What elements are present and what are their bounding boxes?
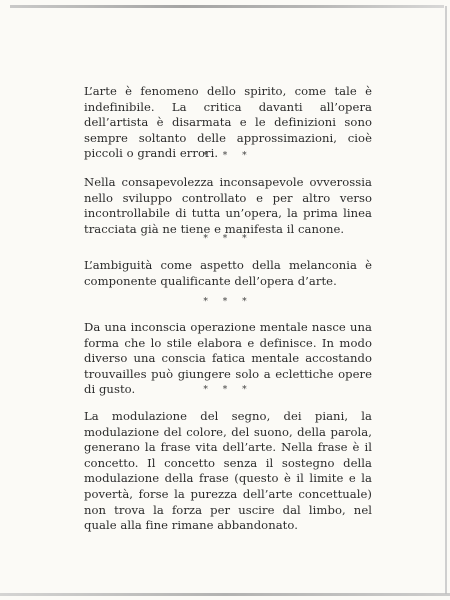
separator-3: * * * (203, 297, 253, 307)
paragraph-3: L’ambiguità come aspetto della melanconia è componente qualificante dell’opera d’arte. (84, 258, 372, 288)
separator-1: * * * (203, 151, 253, 161)
paragraph-2: Nella consapevolezza inconsapevole ovverossia nello sviluppo controllato e per altro verso incontrollabile di tutta un’opera, la prima linea tracciata già ne tiene e manifesta il canone. (84, 175, 372, 236)
paragraph-4: Da una inconscia operazione mentale nasce una forma che lo stile elabora e definisce. In modo diverso una conscia fatica mentale accostando trouvailles può giungere solo a eclettiche opere di gusto. (84, 320, 372, 397)
page-top-edge (10, 5, 444, 8)
page-right-edge (445, 6, 447, 594)
separator-2: * * * (203, 234, 253, 244)
separator-4: * * * (203, 385, 253, 395)
page-bottom-edge (0, 593, 450, 596)
paragraph-1: L’arte è fenomeno dello spirito, come tale è indefinibile. La critica davanti all’opera dell’artista è disarmata e le definizioni sono sempre soltanto delle approssimazioni, cioè piccoli o grandi errori. (84, 84, 372, 161)
paragraph-5: La modulazione del segno, dei piani, la modulazione del colore, del suono, della parola, generano la frase vita dell’arte. Nella frase è il concetto. Il concetto senza il sostegno della modulazione della frase (questo è il limite e la povertà, forse la purezza dell’arte concettuale) non trova la forza per uscire dal limbo, nel quale alla fine rimane abbandonato. (84, 409, 372, 533)
